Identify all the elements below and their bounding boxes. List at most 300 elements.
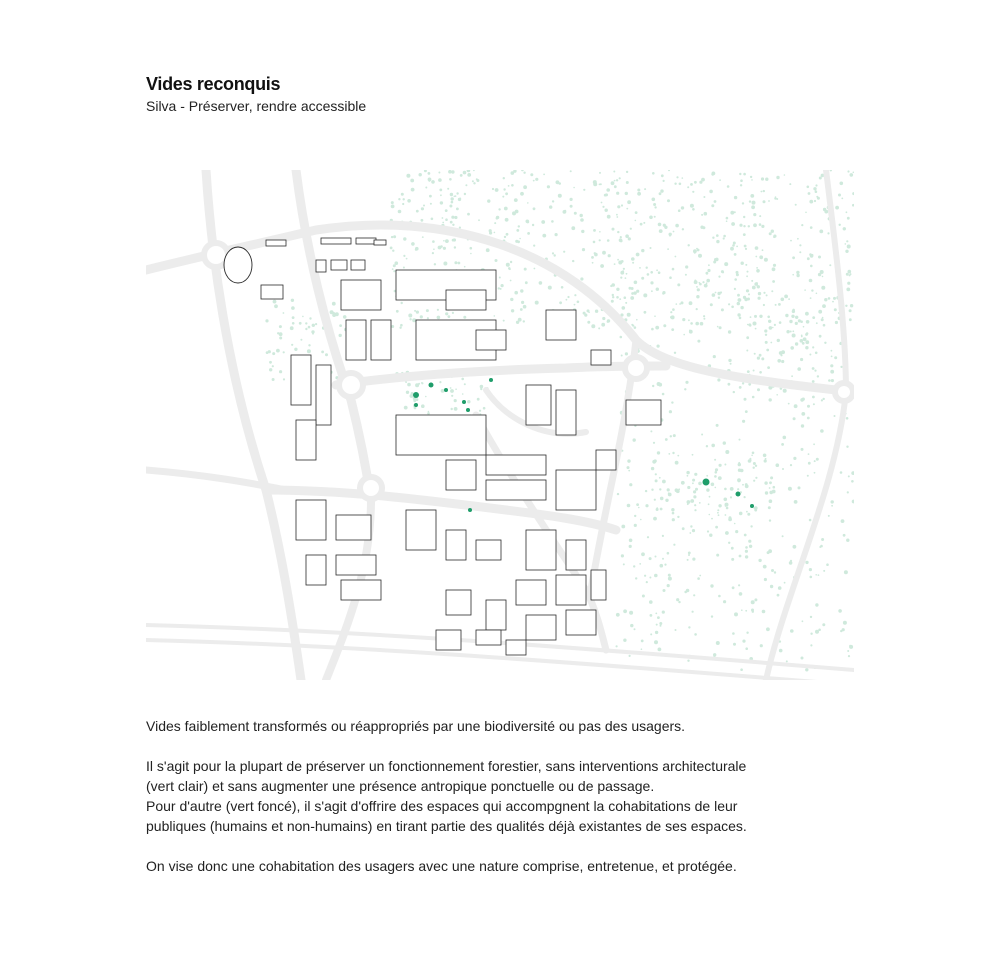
description-text <box>146 716 866 876</box>
forest-dot <box>812 380 815 383</box>
forest-dot <box>745 264 747 266</box>
forest-dot <box>770 342 772 344</box>
building-footprint <box>266 240 286 246</box>
forest-dot <box>706 445 708 447</box>
forest-dot <box>714 459 716 461</box>
forest-dot <box>764 578 767 581</box>
forest-dot <box>663 180 665 182</box>
forest-dot <box>558 182 561 185</box>
forest-dot <box>778 586 782 590</box>
forest-dot <box>716 554 719 557</box>
forest-dot <box>641 552 645 556</box>
forest-dot <box>403 237 406 240</box>
forest-dot <box>812 316 815 319</box>
forest-dot <box>511 184 514 187</box>
forest-dot <box>454 216 457 219</box>
page-title: Vides reconquis <box>146 74 281 94</box>
building-footprint <box>516 580 546 605</box>
forest-dot <box>687 660 689 662</box>
forest-dot <box>660 189 663 192</box>
forest-dot <box>638 507 640 509</box>
building-footprint <box>566 610 596 635</box>
forest-dot <box>496 217 499 220</box>
forest-dot <box>454 246 456 248</box>
forest-dot <box>614 185 617 188</box>
forest-dot <box>675 256 677 258</box>
building-footprint <box>566 540 586 570</box>
forest-dot <box>559 301 562 304</box>
forest-dot <box>791 315 794 318</box>
forest-dot <box>753 462 756 465</box>
forest-dot <box>768 320 771 323</box>
forest-dot <box>677 455 679 457</box>
forest-dot <box>845 305 847 307</box>
forest-dot <box>847 170 849 172</box>
forest-dot <box>667 248 669 250</box>
forest-dot <box>830 170 832 172</box>
forest-dot <box>672 512 675 515</box>
forest-dot <box>740 668 743 671</box>
forest-dot <box>657 616 660 619</box>
description-conclusion: On vise donc une cohabitation des usagers avec une nature comprise, entretenue, et protégée. <box>146 858 737 874</box>
forest-dot <box>774 324 776 326</box>
forest-dot <box>642 595 645 598</box>
forest-dot <box>746 350 748 352</box>
forest-dot <box>428 411 430 413</box>
forest-dot <box>503 177 505 179</box>
forest-dot <box>428 178 432 182</box>
forest-dot <box>716 424 719 427</box>
forest-dot <box>692 611 694 613</box>
forest-dot <box>509 268 511 270</box>
forest-dot <box>764 329 767 332</box>
forest-dot <box>580 277 583 280</box>
forest-dot <box>619 177 621 179</box>
forest-dot <box>300 339 302 341</box>
forest-dot <box>456 208 459 211</box>
forest-dot <box>283 351 285 353</box>
forest-dot <box>467 173 471 177</box>
forest-dot <box>291 299 294 302</box>
forest-dot <box>690 525 692 527</box>
forest-dot <box>662 292 664 294</box>
forest-dot <box>294 348 297 351</box>
forest-dot <box>454 261 457 264</box>
forest-dot <box>581 230 584 233</box>
forest-dot <box>820 545 823 548</box>
forest-dot <box>798 486 801 489</box>
forest-dot <box>654 206 656 208</box>
forest-dot <box>650 614 653 617</box>
forest-dot <box>636 319 638 321</box>
forest-dot <box>848 270 852 274</box>
forest-dot <box>810 633 812 635</box>
forest-dot <box>738 480 740 482</box>
forest-dot <box>505 192 508 195</box>
forest-dot <box>573 187 575 189</box>
forest-dot <box>646 581 648 583</box>
forest-dot <box>647 536 649 538</box>
forest-dot <box>755 465 757 467</box>
forest-dot <box>754 353 756 355</box>
forest-dot <box>621 525 625 529</box>
forest-dot <box>630 624 633 627</box>
forest-dot <box>740 184 742 186</box>
forest-dot <box>734 211 736 213</box>
forest-dot <box>670 311 672 313</box>
forest-dot <box>757 357 760 360</box>
forest-dot <box>619 298 621 300</box>
forest-dot <box>745 484 749 488</box>
forest-dot <box>745 410 748 413</box>
forest-dot <box>664 226 667 229</box>
forest-dot <box>510 261 512 263</box>
building-footprint <box>476 630 501 645</box>
forest-dot <box>626 273 628 275</box>
forest-dot <box>728 518 732 522</box>
building-footprint <box>446 290 486 310</box>
forest-dot <box>672 268 675 271</box>
forest-dot <box>742 382 744 384</box>
forest-dot <box>655 613 657 615</box>
forest-dot <box>808 462 811 465</box>
forest-dot <box>662 393 665 396</box>
forest-dot <box>625 277 627 279</box>
forest-dot <box>416 210 419 213</box>
forest-dot <box>577 301 580 304</box>
forest-dot <box>605 193 608 196</box>
forest-dot <box>790 331 792 333</box>
forest-dot <box>821 286 825 290</box>
forest-dot <box>785 314 788 317</box>
forest-dot <box>699 575 701 577</box>
forest-dot <box>721 270 724 273</box>
forest-dot <box>612 294 614 296</box>
forest-dot <box>821 399 823 401</box>
forest-dot <box>792 256 795 259</box>
forest-dot <box>746 511 748 513</box>
forest-dot <box>631 257 635 261</box>
forest-dot <box>750 525 752 527</box>
forest-dark-mark <box>413 392 419 398</box>
forest-dot <box>629 545 632 548</box>
forest-dot <box>599 231 601 233</box>
forest-dot <box>759 255 763 259</box>
forest-dot <box>697 288 700 291</box>
forest-dot <box>685 265 688 268</box>
building-footprint <box>296 500 326 540</box>
forest-dot <box>755 246 759 250</box>
building-footprint <box>336 555 376 575</box>
forest-dot <box>523 320 525 322</box>
forest-dot <box>669 410 672 413</box>
forest-dot <box>419 173 422 176</box>
forest-dot <box>272 352 275 355</box>
forest-dot <box>822 276 824 278</box>
forest-dot <box>599 239 601 241</box>
forest-dot <box>700 322 704 326</box>
forest-dot <box>738 584 740 586</box>
forest-dot <box>561 286 564 289</box>
forest-dot <box>753 467 755 469</box>
forest-dot <box>834 415 836 417</box>
forest-dot <box>606 188 610 192</box>
forest-dot <box>503 188 505 190</box>
forest-dot <box>800 358 803 361</box>
forest-dot <box>503 320 505 322</box>
forest-dot <box>675 488 679 492</box>
forest-dot <box>675 629 677 631</box>
forest-dot <box>508 185 510 187</box>
forest-dot <box>690 183 693 186</box>
building-footprint <box>446 460 476 490</box>
forest-dot <box>662 558 664 560</box>
forest-dot <box>611 283 615 287</box>
forest-dot <box>731 558 734 561</box>
building-footprint <box>591 570 606 600</box>
forest-dot <box>410 179 414 183</box>
forest-dot <box>653 203 656 206</box>
forest-dot <box>501 284 504 287</box>
forest-dot <box>753 370 755 372</box>
forest-dot <box>802 342 805 345</box>
forest-dot <box>810 297 812 299</box>
forest-dot <box>620 236 622 238</box>
forest-dot <box>779 360 781 362</box>
forest-dot <box>421 404 425 408</box>
forest-dot <box>715 487 717 489</box>
forest-dot <box>694 509 696 511</box>
forest-dot <box>815 352 818 355</box>
forest-dot <box>465 184 467 186</box>
forest-dot <box>639 563 641 565</box>
forest-dot <box>846 273 849 276</box>
forest-dot <box>768 506 771 509</box>
forest-dot <box>533 180 535 182</box>
forest-dot <box>458 198 461 201</box>
forest-dot <box>745 550 748 553</box>
forest-dot <box>636 503 639 506</box>
forest-dot <box>704 284 708 288</box>
forest-dot <box>571 226 575 230</box>
forest-dot <box>819 335 822 338</box>
forest-dot <box>687 559 689 561</box>
forest-dot <box>766 294 768 296</box>
forest-dot <box>757 285 760 288</box>
forest-dot <box>726 507 729 510</box>
forest-dot <box>534 268 536 270</box>
forest-dot <box>801 224 803 226</box>
forest-dot <box>639 267 641 269</box>
forest-dot <box>811 289 813 291</box>
forest-dot <box>616 179 618 181</box>
forest-dot <box>523 305 527 309</box>
forest-dot <box>667 199 670 202</box>
forest-dot <box>694 473 697 476</box>
forest-dot <box>758 292 761 295</box>
forest-dot <box>813 403 815 405</box>
forest-dot <box>711 444 715 448</box>
forest-dot <box>797 238 799 240</box>
forest-dot <box>510 280 512 282</box>
forest-dot <box>717 509 719 511</box>
forest-dot <box>828 515 830 517</box>
forest-dot <box>274 304 278 308</box>
building-footprint <box>446 530 466 560</box>
forest-dot <box>738 462 740 464</box>
forest-dot <box>713 355 716 358</box>
forest-dot <box>768 549 772 553</box>
forest-dot <box>809 568 812 571</box>
building-footprint <box>526 530 556 570</box>
forest-dot <box>703 196 705 198</box>
forest-dot <box>853 172 855 174</box>
forest-dot <box>795 316 798 319</box>
forest-dot <box>669 235 671 237</box>
forest-dot <box>702 226 705 229</box>
forest-dot <box>627 313 631 317</box>
forest-dot <box>658 223 662 227</box>
forest-dot <box>793 417 796 420</box>
forest-dot <box>769 232 772 235</box>
forest-dot <box>657 382 661 386</box>
forest-dot <box>796 274 799 277</box>
forest-dot <box>460 174 463 177</box>
forest-dot <box>689 330 691 332</box>
forest-dot <box>672 308 675 311</box>
forest-dot <box>802 620 804 622</box>
forest-dot <box>823 324 826 327</box>
forest-dot <box>805 340 809 344</box>
forest-dot <box>805 561 808 564</box>
forest-dot <box>269 368 272 371</box>
forest-dot <box>616 192 619 195</box>
forest-dot <box>808 453 810 455</box>
forest-dot <box>391 201 394 204</box>
forest-dot <box>801 657 804 660</box>
forest-dot <box>693 490 696 493</box>
forest-dot <box>654 315 656 317</box>
forest-dot <box>265 319 268 322</box>
forest-dot <box>774 571 776 573</box>
forest-dot <box>721 308 724 311</box>
forest-dot <box>713 261 716 264</box>
forest-dot <box>427 317 429 319</box>
forest-dot <box>731 222 735 226</box>
forest-dot <box>757 388 760 391</box>
forest-dot <box>816 458 819 461</box>
forest-dot <box>731 306 734 309</box>
forest-dot <box>677 283 680 286</box>
building-footprint <box>296 420 316 460</box>
forest-dot <box>779 351 783 355</box>
forest-dot <box>649 557 652 560</box>
forest-dot <box>279 332 283 336</box>
forest-dot <box>771 569 774 572</box>
forest-dot <box>440 194 442 196</box>
forest-dot <box>755 256 757 258</box>
forest-dot <box>291 306 295 310</box>
forest-dot <box>445 209 448 212</box>
forest-dot <box>403 255 405 257</box>
forest-dot <box>312 324 315 327</box>
forest-dot <box>807 405 810 408</box>
building-footprint <box>486 455 546 475</box>
forest-dot <box>752 286 756 290</box>
forest-dot <box>688 554 690 556</box>
forest-dot <box>783 389 787 393</box>
forest-dot <box>431 180 435 184</box>
forest-dot <box>810 616 812 618</box>
forest-dot <box>511 309 514 312</box>
forest-dot <box>570 205 573 208</box>
forest-dot <box>838 609 842 613</box>
forest-dot <box>404 406 408 410</box>
forest-dot <box>709 190 713 194</box>
forest-dot <box>654 459 657 462</box>
forest-dot <box>644 575 646 577</box>
forest-dot <box>719 179 721 181</box>
forest-dot <box>414 310 416 312</box>
forest-dot <box>678 488 680 490</box>
forest-dot <box>845 250 848 253</box>
forest-dot <box>398 210 402 214</box>
forest-dot <box>758 559 761 562</box>
forest-dot <box>692 454 694 456</box>
forest-dot <box>392 268 394 270</box>
forest-dot <box>647 273 650 276</box>
forest-dot <box>763 190 765 192</box>
forest-dot <box>746 336 749 339</box>
forest-dot <box>427 412 430 415</box>
forest-dot <box>759 315 762 318</box>
forest-dot <box>712 237 714 239</box>
forest-dot <box>815 190 818 193</box>
forest-dot <box>655 479 658 482</box>
forest-dot <box>644 311 647 314</box>
forest-dot <box>667 584 670 587</box>
forest-dot <box>847 217 850 220</box>
forest-dot <box>279 370 282 373</box>
forest-dot <box>617 205 620 208</box>
forest-dot <box>734 288 736 290</box>
forest-dot <box>645 504 648 507</box>
forest-dot <box>761 177 764 180</box>
forest-dot <box>826 563 829 566</box>
forest-dot <box>759 215 761 217</box>
forest-dot <box>822 623 825 626</box>
forest-dot <box>689 532 691 534</box>
forest-dot <box>706 475 708 477</box>
forest-dot <box>607 239 610 242</box>
forest-dot <box>655 473 657 475</box>
forest-dot <box>400 324 403 327</box>
forest-dot <box>776 198 778 200</box>
forest-dot <box>543 174 545 176</box>
forest-dot <box>516 229 519 232</box>
forest-dot <box>809 279 813 283</box>
forest-dot <box>752 396 755 399</box>
forest-dot <box>718 276 720 278</box>
forest-dot <box>744 496 746 498</box>
forest-dot <box>694 504 696 506</box>
forest-dot <box>654 499 656 501</box>
forest-dot <box>765 178 768 181</box>
forest-dot <box>630 228 632 230</box>
forest-dot <box>743 216 745 218</box>
forest-dot <box>831 505 833 507</box>
forest-dot <box>527 202 529 204</box>
